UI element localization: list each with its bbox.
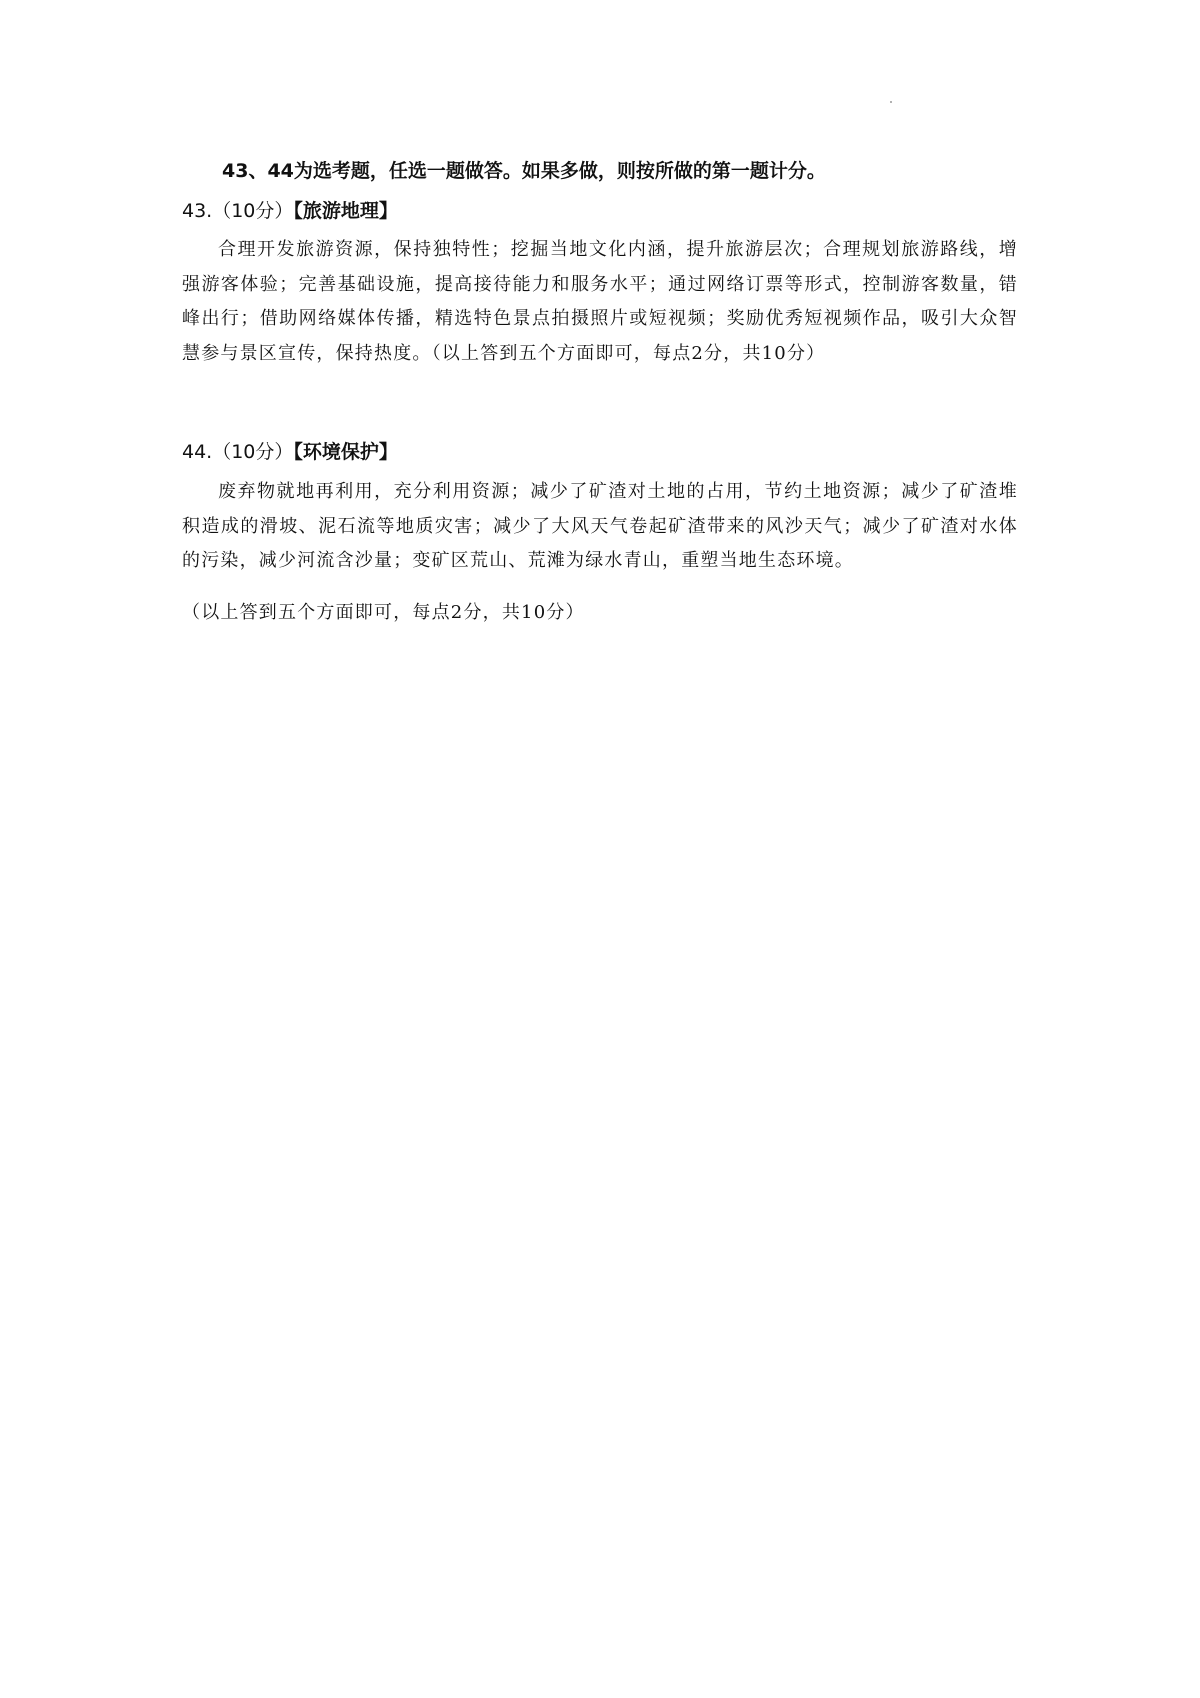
question-44-scoring-note: （以上答到五个方面即可，每点2分，共10分） bbox=[182, 602, 585, 623]
question-43-topic: 【旅游地理】 bbox=[293, 200, 398, 222]
question-43-answer: 合理开发旅游资源，保持独特性；挖掘当地文化内涵，提升旅游层次；合理规划旅游路线，增强游客体验；完善基础设施，提高接待能力和服务水平；通过网络订票等形式，控制游客数量，错峰出行；借助网络媒体传播，精选特色景点拍摄照片或短视频；奖励优秀短视频作品，吸引大众智慧参与景区宣传，保持热度。（以上答到五个方面即可，每点2分，共10分） bbox=[182, 239, 1018, 364]
question-43-number-score: 43.（10分） bbox=[182, 200, 294, 222]
scan-speck bbox=[890, 101, 892, 103]
elective-instructions: 43、44为选考题，任选一题做答。如果多做，则按所做的第一题计分。 bbox=[222, 160, 826, 182]
question-43-heading bbox=[182, 197, 398, 225]
question-44-number-score: 44.（10分） bbox=[182, 441, 294, 463]
question-44-topic: 【环境保护】 bbox=[293, 441, 398, 463]
question-44-answer: 废弃物就地再利用，充分利用资源；减少了矿渣对土地的占用，节约土地资源；减少了矿渣堆积造成的滑坡、泥石流等地质灾害；减少了大风天气卷起矿渣带来的风沙天气；减少了矿渣对水体的污染，减少河流含沙量；变矿区荒山、荒滩为绿水青山，重塑当地生态环境。 bbox=[182, 481, 1018, 571]
question-44-heading bbox=[182, 438, 398, 466]
